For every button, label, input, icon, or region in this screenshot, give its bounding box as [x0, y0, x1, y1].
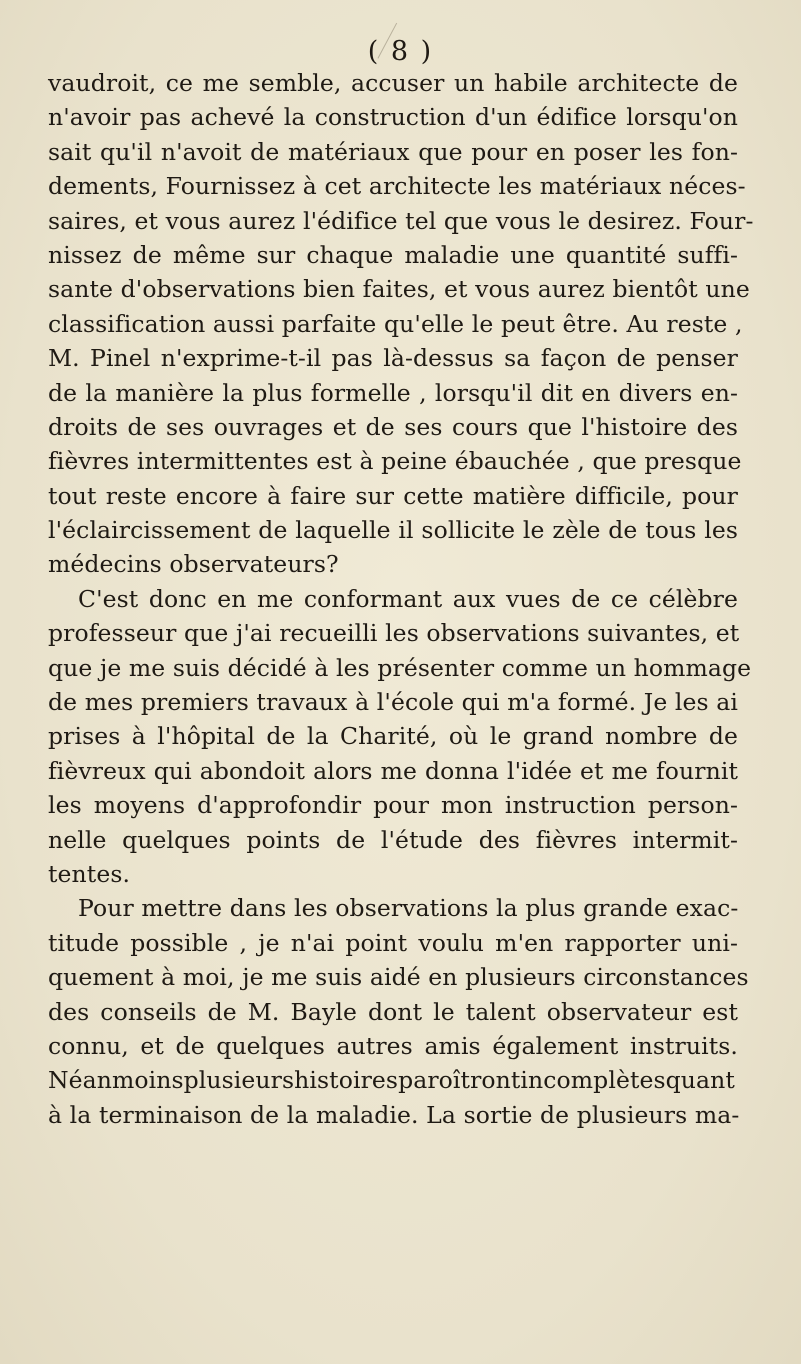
text-line: C'est donc en me conformant aux vues de ce célèbre: [78, 584, 738, 613]
text-line: nissez de même sur chaque maladie une quantité suffi-: [48, 240, 738, 269]
text-line: de la manière la plus formelle , lorsqu'il dit en divers en-: [48, 378, 738, 407]
text-line: médecins observateurs?: [48, 550, 339, 579]
text-line: tout reste encore à faire sur cette matière difficile, pour: [48, 481, 738, 510]
text-line: de mes premiers travaux à l'école qui m'a formé. Je les ai: [48, 688, 738, 717]
text-line: droits de ses ouvrages et de ses cours que l'histoire des: [48, 412, 738, 441]
text-line: Pour mettre dans les observations la plus grande exac-: [78, 894, 739, 923]
text-line: fièvres intermittentes est à peine ébauchée , que presque: [48, 447, 742, 476]
text-line: Néanmoinsplusieurshistoiresparoîtrontincomplètesquant: [48, 1066, 735, 1095]
text-line: titude possible , je n'ai point voulu m'en rapporter uni-: [48, 928, 738, 957]
text-line: fièvreux qui abondoit alors me donna l'idée et me fournit: [48, 756, 738, 785]
text-line: M. Pinel n'exprime-t-il pas là-dessus sa façon de penser: [48, 344, 738, 373]
text-line: dements, Fournissez à cet architecte les matériaux néces-: [48, 172, 746, 201]
text-line: vaudroit, ce me semble, accuser un habile architecte de: [48, 69, 738, 97]
text-line: tentes.: [48, 859, 131, 888]
text-line: l'éclaircissement de laquelle il sollicite le zèle de tous les: [48, 516, 738, 545]
text-line: sait qu'il n'avoit de matériaux que pour en poser les fon-: [48, 137, 738, 166]
body-text: [48, 66, 754, 1132]
text-line: les moyens d'approfondir pour mon instruction person-: [48, 791, 738, 820]
text-line: classification aussi parfaite qu'elle le peut être. Au reste ,: [48, 309, 743, 338]
text-line: prises à l'hôpital de la Charité, où le grand nombre de: [48, 722, 738, 751]
text-line: sante d'observations bien faites, et vous aurez bientôt une: [48, 275, 750, 304]
text-line: n'avoir pas achevé la construction d'un édifice lorsqu'on: [48, 103, 738, 132]
text-line: connu, et de quelques autres amis également instruits.: [48, 1031, 738, 1060]
text-line: professeur que j'ai recueilli les observations suivantes, et: [48, 619, 740, 648]
text-line: à la terminaison de la maladie. La sortie de plusieurs ma-: [48, 1100, 740, 1129]
text-line: que je me suis décidé à les présenter comme un hommage: [48, 653, 752, 682]
text-line: quement à moi, je me suis aidé en plusieurs circonstances: [48, 963, 749, 992]
text-line: nelle quelques points de l'étude des fièvres intermit-: [48, 825, 738, 854]
text-line: saires, et vous aurez l'édifice tel que vous le desirez. Four-: [48, 206, 754, 235]
text-line: des conseils de M. Bayle dont le talent observateur est: [48, 997, 738, 1026]
page-number: ( 8 ): [367, 36, 434, 67]
